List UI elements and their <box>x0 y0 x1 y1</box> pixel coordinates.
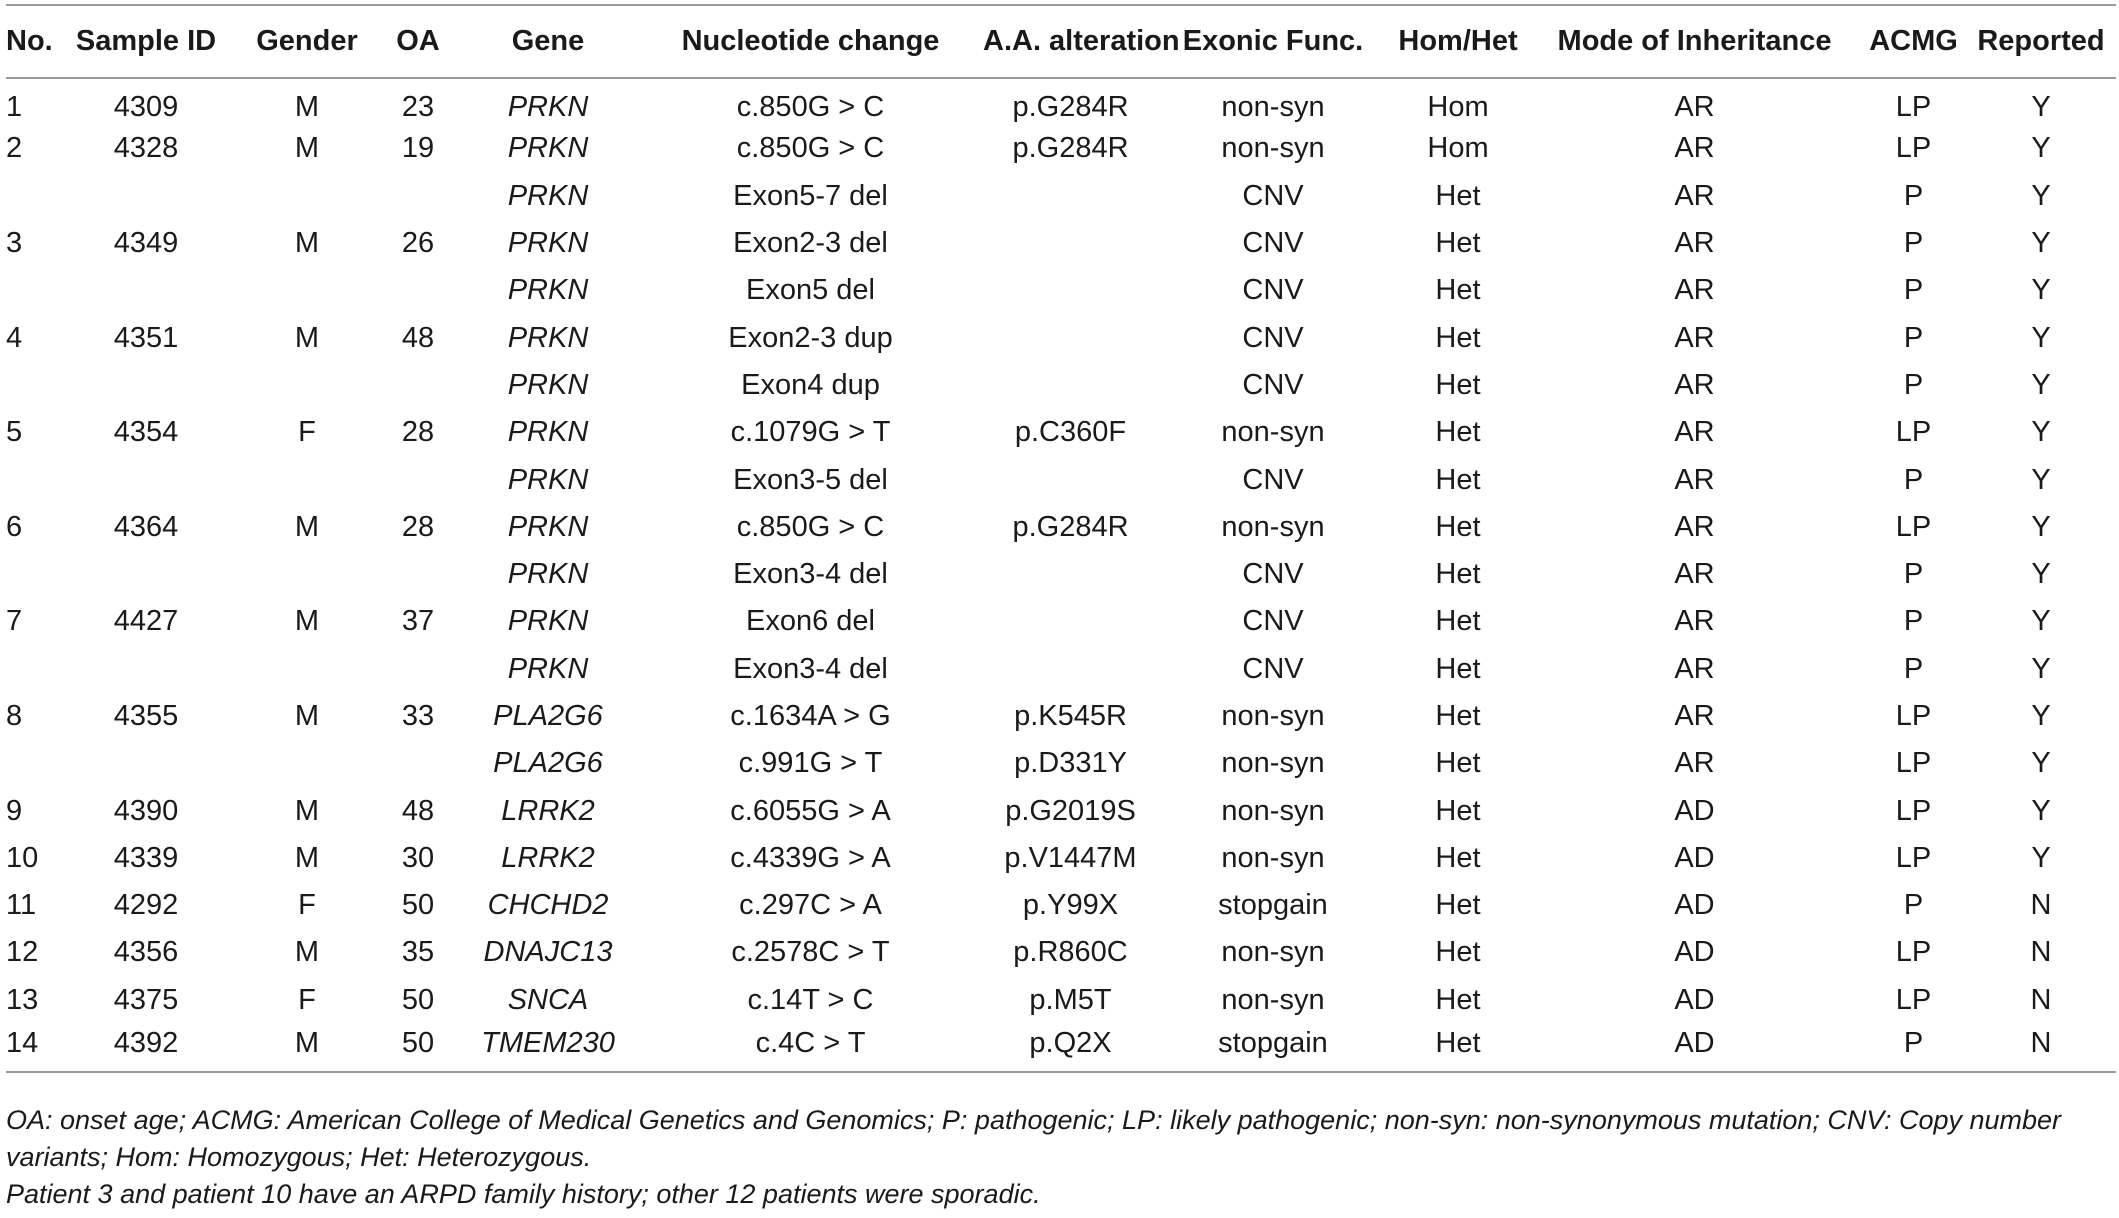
cell-nucleotide-change: Exon5-7 del <box>733 179 888 212</box>
cell-nucleotide-change: Exon2-3 del <box>733 227 888 260</box>
table-row <box>6 787 2116 834</box>
cell-gene: PRKN <box>507 132 589 165</box>
cell-no <box>6 740 56 787</box>
cell-acmg: P <box>1903 652 1924 685</box>
variants-table-container <box>6 4 2116 1073</box>
cell-nucleotide-change: Exon3-5 del <box>733 463 888 496</box>
cell-onset-age: 23 <box>401 90 435 123</box>
cell-gene: PRKN <box>507 227 589 260</box>
cell-sample-id: 4292 <box>113 889 179 922</box>
cell-gender: M <box>294 700 320 732</box>
cell-gender: M <box>294 936 320 969</box>
cell-mode-of-inheritance: AR <box>1674 605 1715 638</box>
table-row <box>6 929 2116 976</box>
cell-no: 2 <box>6 132 23 165</box>
cell-gender <box>236 456 378 503</box>
variants-table <box>6 4 2116 1071</box>
cell-mode-of-inheritance: AR <box>1674 90 1715 123</box>
cell-hom-het: Het <box>1435 179 1481 212</box>
cell-aa-alteration <box>983 598 1158 645</box>
cell-reported: Y <box>2031 179 2051 212</box>
cell-exonic-func: non-syn <box>1221 841 1325 874</box>
cell-mode-of-inheritance: AR <box>1674 368 1715 401</box>
cell-no: 13 <box>6 983 39 1016</box>
table-row <box>6 504 2116 551</box>
table-row <box>6 1024 2116 1071</box>
cell-gender: M <box>294 1027 320 1060</box>
cell-nucleotide-change: c.2578C > T <box>731 936 890 969</box>
cell-reported: Y <box>2031 747 2051 780</box>
header-gender: Gender <box>236 5 378 78</box>
cell-sample-id <box>56 362 236 409</box>
cell-sample-id: 4364 <box>113 510 179 543</box>
cell-gene: CHCHD2 <box>487 889 609 922</box>
cell-onset-age: 48 <box>401 794 435 827</box>
cell-no: 11 <box>6 889 37 922</box>
cell-no: 6 <box>6 510 23 543</box>
cell-gender <box>236 551 378 598</box>
cell-exonic-func: CNV <box>1242 368 1304 401</box>
cell-hom-het: Het <box>1435 416 1481 449</box>
cell-gender: M <box>294 90 320 123</box>
cell-reported: Y <box>2031 463 2051 496</box>
cell-no: 9 <box>6 794 23 827</box>
table-footnotes <box>6 1102 2114 1213</box>
cell-reported: Y <box>2031 652 2051 685</box>
cell-acmg: P <box>1903 605 1924 638</box>
cell-nucleotide-change: c.297C > A <box>739 889 882 922</box>
cell-sample-id: 4427 <box>113 605 179 638</box>
cell-acmg: LP <box>1895 416 1932 449</box>
cell-nucleotide-change: c.850G > C <box>736 90 885 123</box>
cell-reported: N <box>2030 889 2052 922</box>
cell-aa-alteration <box>983 220 1158 267</box>
table-row <box>6 835 2116 882</box>
cell-onset-age: 33 <box>401 700 435 732</box>
table-body <box>6 78 2116 1071</box>
cell-gene: PRKN <box>507 558 589 591</box>
cell-no <box>6 646 56 693</box>
cell-hom-het: Het <box>1435 700 1481 732</box>
cell-no: 12 <box>6 936 39 969</box>
cell-nucleotide-change: c.1634A > G <box>730 700 891 732</box>
cell-no: 8 <box>6 700 23 732</box>
cell-reported: Y <box>2031 321 2051 354</box>
cell-hom-het: Het <box>1435 605 1481 638</box>
cell-acmg: LP <box>1895 700 1932 732</box>
cell-acmg: P <box>1903 179 1924 212</box>
cell-hom-het: Het <box>1435 510 1481 543</box>
cell-no: 4 <box>6 321 23 354</box>
table-row <box>6 882 2116 929</box>
cell-nucleotide-change: c.14T > C <box>747 983 874 1016</box>
table-row <box>6 314 2116 361</box>
cell-onset-age: 50 <box>401 889 435 922</box>
table-row <box>6 362 2116 409</box>
cell-exonic-func: CNV <box>1242 274 1304 307</box>
cell-mode-of-inheritance: AR <box>1674 510 1715 543</box>
cell-gender: M <box>294 132 320 165</box>
cell-sample-id: 4309 <box>113 90 179 123</box>
cell-gender: M <box>294 605 320 638</box>
cell-aa-alteration <box>983 362 1158 409</box>
cell-sample-id: 4354 <box>113 416 179 449</box>
cell-sample-id <box>56 173 236 220</box>
header-hom-het: Hom/Het <box>1388 5 1528 78</box>
cell-onset-age: 35 <box>401 936 435 969</box>
cell-acmg: LP <box>1895 936 1932 969</box>
cell-aa-alteration: p.M5T <box>1029 983 1112 1016</box>
cell-exonic-func: non-syn <box>1221 90 1325 123</box>
header-mode-of-inheritance: Mode of Inheritance <box>1528 5 1861 78</box>
cell-nucleotide-change: c.4C > T <box>755 1027 866 1060</box>
cell-onset-age <box>378 551 458 598</box>
cell-reported: N <box>2030 936 2052 969</box>
cell-gene: PRKN <box>507 321 589 354</box>
table-row <box>6 220 2116 267</box>
cell-onset-age <box>378 267 458 314</box>
cell-acmg: P <box>1903 463 1924 496</box>
header-sample-id: Sample ID <box>56 5 236 78</box>
header-aa-alteration: A.A. alteration <box>983 5 1158 78</box>
cell-mode-of-inheritance: AR <box>1674 227 1715 260</box>
cell-no <box>6 362 56 409</box>
cell-hom-het: Het <box>1435 463 1481 496</box>
cell-acmg: LP <box>1895 983 1932 1016</box>
cell-gender: M <box>294 794 320 827</box>
cell-gene: LRRK2 <box>501 794 595 827</box>
cell-aa-alteration: p.D331Y <box>1014 747 1127 780</box>
cell-hom-het: Het <box>1435 558 1481 591</box>
cell-hom-het: Het <box>1435 747 1481 780</box>
cell-sample-id <box>56 740 236 787</box>
cell-aa-alteration <box>983 646 1158 693</box>
cell-onset-age <box>378 646 458 693</box>
cell-sample-id <box>56 267 236 314</box>
table-bottom-rule <box>6 1071 2116 1073</box>
table-row <box>6 409 2116 456</box>
table-row <box>6 78 2116 125</box>
cell-gene: PRKN <box>507 179 589 212</box>
cell-aa-alteration: p.V1447M <box>1004 841 1137 874</box>
cell-gene: LRRK2 <box>501 841 595 874</box>
cell-no: 3 <box>6 227 23 260</box>
cell-reported: N <box>2030 1027 2052 1060</box>
cell-mode-of-inheritance: AR <box>1674 700 1715 732</box>
cell-onset-age: 50 <box>401 1027 435 1060</box>
cell-onset-age <box>378 740 458 787</box>
cell-hom-het: Het <box>1435 983 1481 1016</box>
cell-exonic-func: non-syn <box>1221 936 1325 969</box>
header-nucleotide-change: Nucleotide change <box>638 5 983 78</box>
cell-nucleotide-change: Exon2-3 dup <box>728 321 893 354</box>
cell-acmg: LP <box>1895 747 1932 780</box>
cell-onset-age <box>378 362 458 409</box>
cell-sample-id: 4356 <box>113 936 179 969</box>
cell-acmg: LP <box>1895 510 1932 543</box>
header-no: No. <box>6 5 56 78</box>
cell-gender: M <box>294 510 320 543</box>
cell-mode-of-inheritance: AR <box>1674 132 1715 165</box>
table-row <box>6 646 2116 693</box>
cell-gender <box>236 173 378 220</box>
cell-mode-of-inheritance: AD <box>1674 936 1715 969</box>
cell-nucleotide-change: c.991G > T <box>738 747 883 780</box>
cell-gender: F <box>298 889 316 922</box>
cell-reported: Y <box>2031 274 2051 307</box>
cell-gene: PRKN <box>507 510 589 543</box>
cell-nucleotide-change: Exon5 del <box>746 274 875 307</box>
cell-aa-alteration: p.G284R <box>1012 132 1129 165</box>
table-row <box>6 693 2116 740</box>
header-reported: Reported <box>1966 5 2116 78</box>
cell-gene: PRKN <box>507 463 589 496</box>
cell-no <box>6 456 56 503</box>
cell-nucleotide-change: c.6055G > A <box>730 794 891 827</box>
cell-gene: SNCA <box>507 983 589 1016</box>
cell-gene: DNAJC13 <box>483 936 613 969</box>
cell-gene: PRKN <box>507 605 589 638</box>
cell-reported: Y <box>2031 605 2051 638</box>
table-row <box>6 267 2116 314</box>
cell-sample-id: 4390 <box>113 794 179 827</box>
cell-acmg: LP <box>1895 794 1932 827</box>
cell-exonic-func: CNV <box>1242 558 1304 591</box>
cell-mode-of-inheritance: AD <box>1674 983 1715 1016</box>
cell-mode-of-inheritance: AD <box>1674 889 1715 922</box>
cell-exonic-func: stopgain <box>1218 889 1328 922</box>
cell-acmg: P <box>1903 227 1924 260</box>
cell-aa-alteration <box>983 551 1158 598</box>
cell-gender: F <box>298 983 316 1016</box>
footnote-family-history: Patient 3 and patient 10 have an ARPD family history; other 12 patients were sporadic. <box>6 1179 1041 1209</box>
cell-nucleotide-change: Exon3-4 del <box>733 558 888 591</box>
cell-gene: PRKN <box>507 274 589 307</box>
cell-reported: N <box>2030 983 2052 1016</box>
cell-gender: F <box>298 416 316 449</box>
cell-exonic-func: non-syn <box>1221 132 1325 165</box>
cell-aa-alteration: p.Y99X <box>1022 889 1119 922</box>
cell-reported: Y <box>2031 841 2051 874</box>
footnote-abbreviations: OA: onset age; ACMG: American College of Medical Genetics and Genomics; P: pathogenic; LP: likely pathogenic; non-syn: non-synonymous mutation; CNV: Copy number variants; Hom: Homozygous; Het: Heterozygous. <box>6 1105 2062 1172</box>
cell-gender <box>236 362 378 409</box>
cell-exonic-func: CNV <box>1242 652 1304 685</box>
table-row <box>6 456 2116 503</box>
cell-acmg: P <box>1903 321 1924 354</box>
cell-acmg: LP <box>1895 841 1932 874</box>
cell-exonic-func: stopgain <box>1218 1027 1328 1060</box>
cell-no: 1 <box>6 90 23 123</box>
cell-hom-het: Het <box>1435 368 1481 401</box>
cell-acmg: P <box>1903 368 1924 401</box>
cell-aa-alteration <box>983 456 1158 503</box>
header-exonic-func: Exonic Func. <box>1158 5 1388 78</box>
cell-acmg: P <box>1903 889 1924 922</box>
cell-aa-alteration: p.K545R <box>1014 700 1127 732</box>
cell-exonic-func: non-syn <box>1221 700 1325 732</box>
table-row <box>6 977 2116 1024</box>
cell-aa-alteration: p.C360F <box>1014 416 1127 449</box>
cell-exonic-func: non-syn <box>1221 416 1325 449</box>
cell-mode-of-inheritance: AR <box>1674 179 1715 212</box>
cell-onset-age: 48 <box>401 321 435 354</box>
cell-onset-age <box>378 456 458 503</box>
cell-mode-of-inheritance: AR <box>1674 321 1715 354</box>
cell-onset-age: 28 <box>401 416 435 449</box>
cell-no: 7 <box>6 605 23 638</box>
cell-gene: PLA2G6 <box>493 700 603 732</box>
cell-mode-of-inheritance: AD <box>1674 794 1715 827</box>
cell-sample-id: 4328 <box>113 132 179 165</box>
cell-nucleotide-change: c.850G > C <box>736 132 885 165</box>
header-acmg: ACMG <box>1861 5 1966 78</box>
cell-acmg: P <box>1903 1027 1924 1060</box>
cell-hom-het: Het <box>1435 794 1481 827</box>
cell-exonic-func: non-syn <box>1221 510 1325 543</box>
cell-aa-alteration: p.G2019S <box>1005 794 1136 827</box>
cell-nucleotide-change: Exon6 del <box>746 605 875 638</box>
cell-gene: PRKN <box>507 416 589 449</box>
cell-exonic-func: CNV <box>1242 463 1304 496</box>
cell-gene: TMEM230 <box>481 1027 615 1060</box>
cell-gender <box>236 740 378 787</box>
cell-hom-het: Het <box>1435 227 1481 260</box>
header-gene: Gene <box>458 5 638 78</box>
cell-sample-id: 4351 <box>113 321 179 354</box>
cell-hom-het: Hom <box>1427 90 1489 123</box>
table-row <box>6 598 2116 645</box>
cell-no: 14 <box>6 1027 39 1060</box>
cell-exonic-func: non-syn <box>1221 747 1325 780</box>
cell-acmg: LP <box>1895 90 1932 123</box>
cell-mode-of-inheritance: AR <box>1674 463 1715 496</box>
cell-exonic-func: CNV <box>1242 321 1304 354</box>
cell-nucleotide-change: Exon4 dup <box>741 368 880 401</box>
header-onset-age: OA <box>378 5 458 78</box>
cell-onset-age: 28 <box>401 510 435 543</box>
cell-nucleotide-change: c.4339G > A <box>730 841 891 874</box>
table-row <box>6 740 2116 787</box>
cell-acmg: P <box>1903 558 1924 591</box>
cell-mode-of-inheritance: AR <box>1674 416 1715 449</box>
cell-hom-het: Het <box>1435 321 1481 354</box>
table-row <box>6 125 2116 172</box>
cell-no: 10 <box>6 841 39 874</box>
cell-exonic-func: CNV <box>1242 605 1304 638</box>
table-header-row <box>6 5 2116 78</box>
cell-gene: PRKN <box>507 652 589 685</box>
cell-onset-age <box>378 173 458 220</box>
cell-gender: M <box>294 321 320 354</box>
cell-reported: Y <box>2031 132 2051 165</box>
cell-sample-id <box>56 646 236 693</box>
cell-reported: Y <box>2031 227 2051 260</box>
cell-exonic-func: non-syn <box>1221 983 1325 1016</box>
table-row <box>6 173 2116 220</box>
cell-sample-id: 4339 <box>113 841 179 874</box>
cell-nucleotide-change: Exon3-4 del <box>733 652 888 685</box>
cell-mode-of-inheritance: AR <box>1674 558 1715 591</box>
cell-gender <box>236 267 378 314</box>
cell-onset-age: 26 <box>401 227 435 260</box>
cell-mode-of-inheritance: AR <box>1674 652 1715 685</box>
cell-sample-id <box>56 551 236 598</box>
cell-aa-alteration: p.Q2X <box>1029 1027 1112 1060</box>
cell-sample-id: 4355 <box>113 700 179 732</box>
cell-gene: PLA2G6 <box>493 747 603 780</box>
cell-reported: Y <box>2031 368 2051 401</box>
cell-gender: M <box>294 227 320 260</box>
cell-aa-alteration <box>983 267 1158 314</box>
cell-exonic-func: CNV <box>1242 227 1304 260</box>
cell-gene: PRKN <box>507 90 589 123</box>
cell-gene: PRKN <box>507 368 589 401</box>
cell-sample-id: 4349 <box>113 227 179 260</box>
table-row <box>6 551 2116 598</box>
cell-exonic-func: CNV <box>1242 179 1304 212</box>
cell-nucleotide-change: c.850G > C <box>736 510 885 543</box>
cell-sample-id: 4375 <box>113 983 179 1016</box>
cell-mode-of-inheritance: AR <box>1674 274 1715 307</box>
cell-reported: Y <box>2031 90 2051 123</box>
cell-gender: M <box>294 841 320 874</box>
cell-aa-alteration <box>983 314 1158 361</box>
cell-aa-alteration: p.G284R <box>1012 90 1129 123</box>
cell-onset-age: 50 <box>401 983 435 1016</box>
cell-sample-id: 4392 <box>113 1027 179 1060</box>
cell-hom-het: Het <box>1435 936 1481 969</box>
cell-nucleotide-change: c.1079G > T <box>730 416 891 449</box>
cell-gender <box>236 646 378 693</box>
cell-reported: Y <box>2031 700 2051 732</box>
cell-mode-of-inheritance: AD <box>1674 841 1715 874</box>
cell-reported: Y <box>2031 416 2051 449</box>
cell-onset-age: 19 <box>401 132 435 165</box>
cell-reported: Y <box>2031 558 2051 591</box>
cell-sample-id <box>56 456 236 503</box>
cell-aa-alteration: p.G284R <box>1012 510 1129 543</box>
cell-no <box>6 173 56 220</box>
cell-hom-het: Het <box>1435 841 1481 874</box>
cell-hom-het: Het <box>1435 889 1481 922</box>
cell-hom-het: Hom <box>1427 132 1489 165</box>
cell-mode-of-inheritance: AD <box>1674 1027 1715 1060</box>
cell-mode-of-inheritance: AR <box>1674 747 1715 780</box>
cell-aa-alteration <box>983 173 1158 220</box>
cell-no <box>6 551 56 598</box>
cell-exonic-func: non-syn <box>1221 794 1325 827</box>
cell-aa-alteration: p.R860C <box>1013 936 1128 969</box>
cell-reported: Y <box>2031 794 2051 827</box>
cell-acmg: P <box>1903 274 1924 307</box>
cell-reported: Y <box>2031 510 2051 543</box>
cell-hom-het: Het <box>1435 1027 1481 1060</box>
cell-onset-age: 37 <box>401 605 435 638</box>
cell-no <box>6 267 56 314</box>
cell-acmg: LP <box>1895 132 1932 165</box>
cell-no: 5 <box>6 416 23 449</box>
cell-onset-age: 30 <box>401 841 435 874</box>
cell-hom-het: Het <box>1435 652 1481 685</box>
cell-hom-het: Het <box>1435 274 1481 307</box>
